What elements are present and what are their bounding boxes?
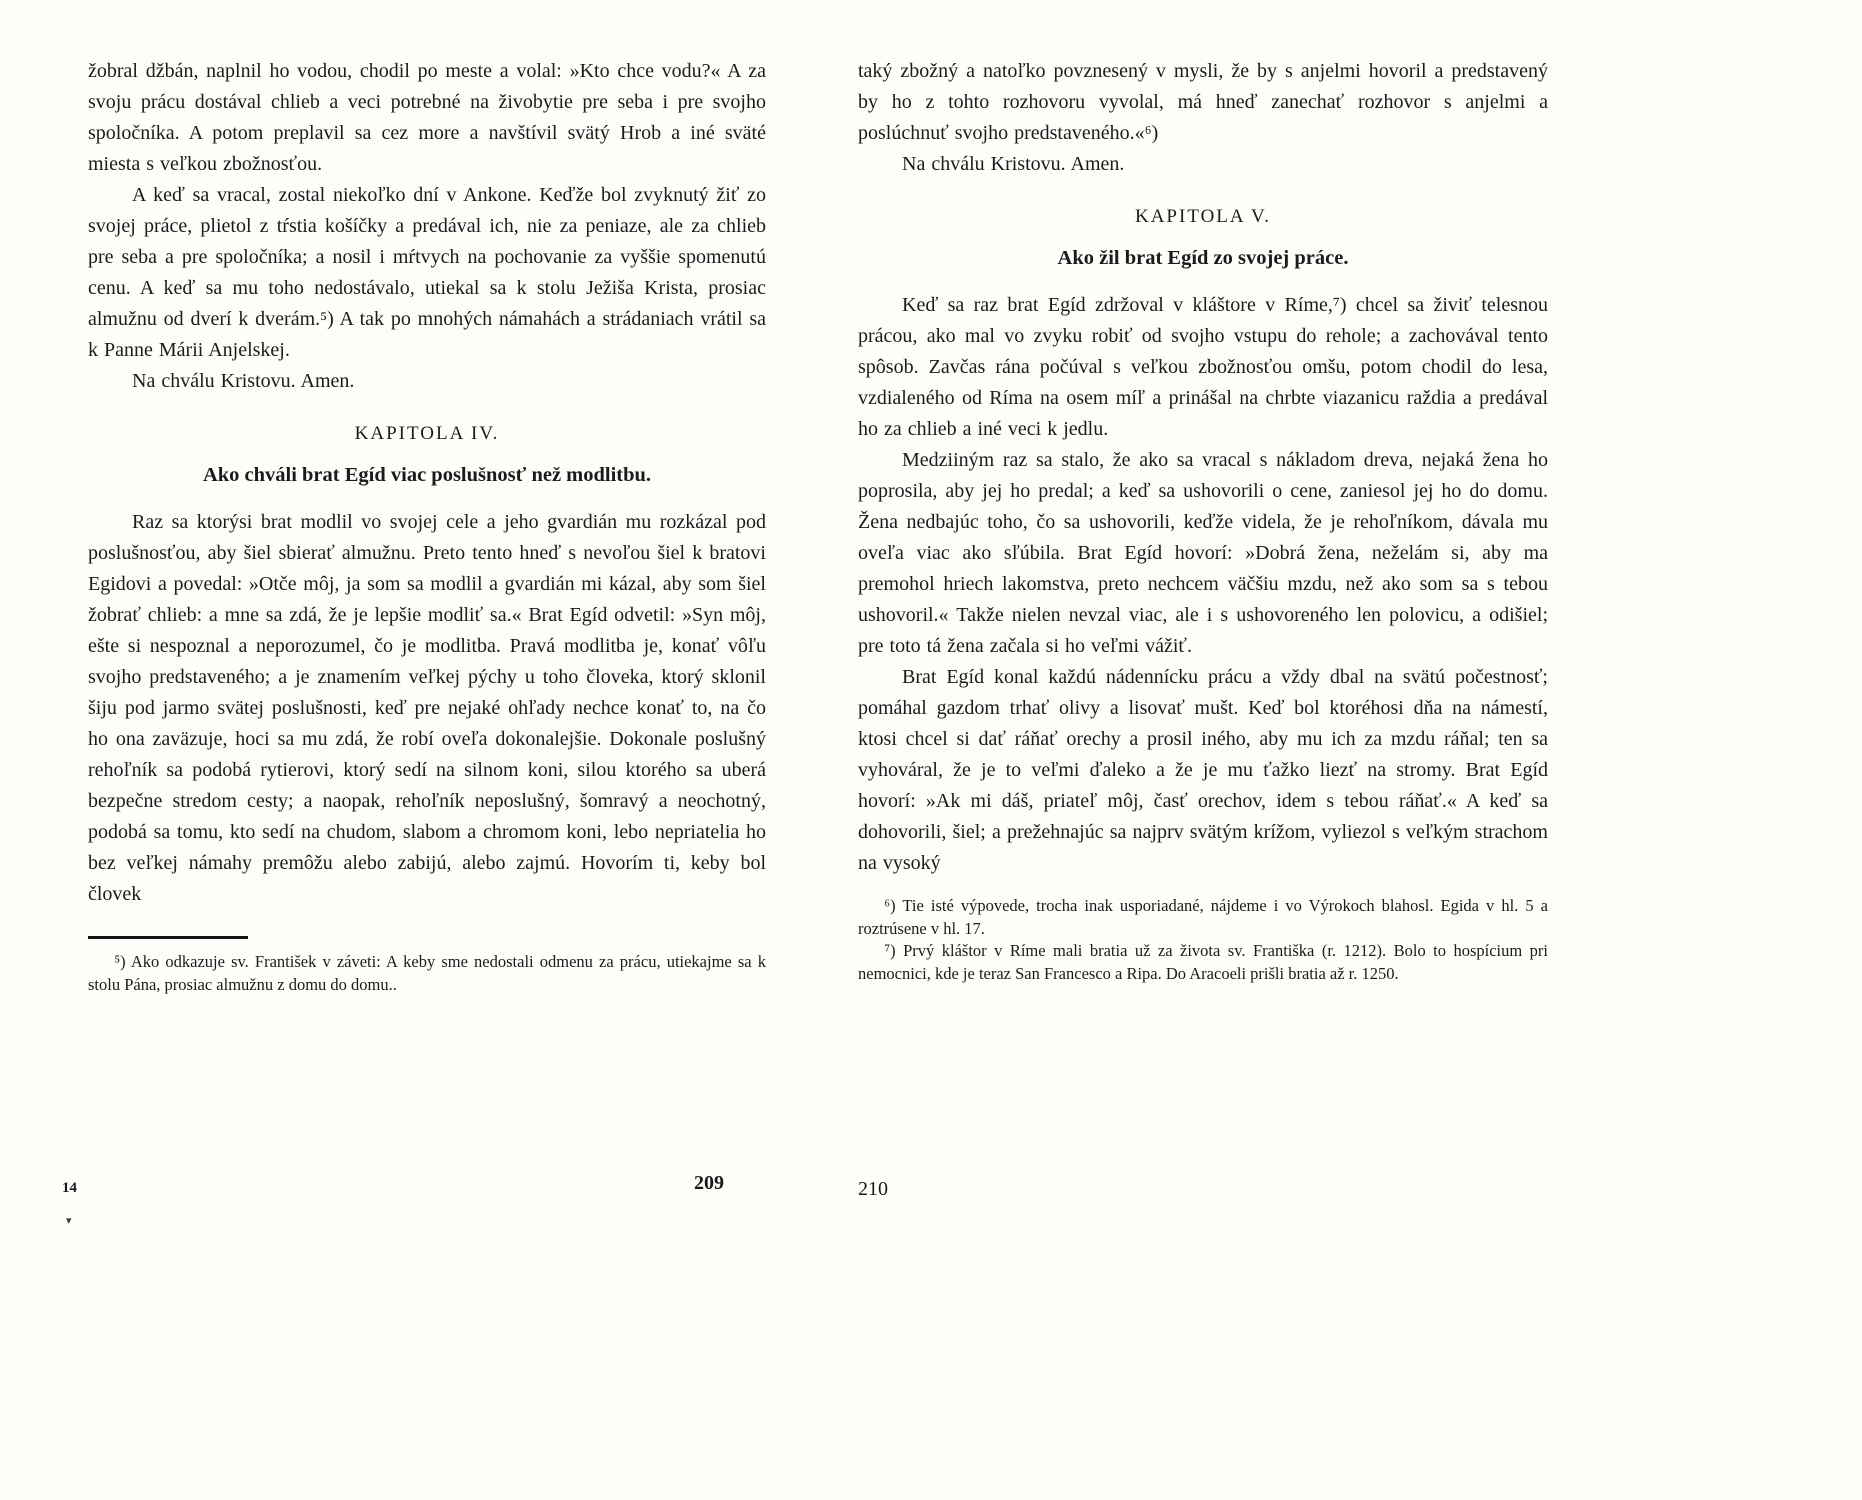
doxology-line: Na chválu Kristovu. Amen. [902,153,1125,175]
footnote: ⁵) Ako odkazuje sv. František v záveti: A keby sme nedostali odmenu za prácu, utiekajme sa k stolu Pána, prosiac almužnu z domu do domu.. [88,952,766,994]
chapter-title: Ako chváli brat Egíd viac poslušnosť než modlitbu. [202,464,652,486]
footnote: ⁷) Prvý kláštor v Ríme mali bratia už za života sv. Františka (r. 1212). Bolo to hospícium pri nemocnici, kde je teraz San Francesco a Ripa. Do Aracoeli prišli bratia až r. 1250. [858,941,1548,983]
paragraph: A keď sa vracal, zostal niekoľko dní v Ankone. Keďže bol zvyknutý žiť zo svojej práce, plietol z tŕstia košíčky a predával ich, nie za peniaze, ale za chlieb pre seba a pre spoločníka; a nosil i mŕtvych na pochovanie za vyššie spomenutú cenu. A keď sa mu toho nedostávalo, utiekal sa k stolu Ježiša Krista, prosiac almužnu od dverí k dverám.⁵) A tak po mnohých námahách a strádaniach vrátil sa k Panne Márii Anjelskej. [88,184,766,361]
page-number-right: 210 [858,1178,888,1200]
paragraph: Brat Egíd konal každú nádennícku prácu a vždy dbal na svätú počestnosť; pomáhal gazdom trhať olivy a lisovať mušt. Keď bol ktoréhosi dňa na námestí, ktosi chcel si dať ráňať orechy a prosil iného, aby mu ich za mzdu ráňal; ten sa vyhováral, že je to veľmi ďaleko a že je mu ťažko liezť na stromy. Brat Egíd hovorí: »Ak mi dáš, priateľ môj, časť orechov, idem s tebou ráňať.« A keď sa dohovorili, šiel; a prežehnajúc sa najprv svätým krížom, vyliezol s veľkým strachom na vysoký [858,666,1548,874]
chapter-heading: KAPITOLA IV. [354,423,500,444]
chapter-heading: KAPITOLA V. [1134,206,1272,227]
footnote-rule [88,936,248,939]
chapter-title: Ako žil brat Egíd zo svojej práce. [1057,247,1349,269]
footnote: ⁶) Tie isté výpovede, trocha inak usporiadané, nájdeme i vo Výrokoch blahosl. Egida v hl. 5 a roztrúsene v hl. 17. [858,896,1548,938]
left-page [88,56,766,996]
print-artifact-mark: ▾ [66,1215,72,1227]
paragraph: taký zbožný a natoľko povznesený v mysli, že by s anjelmi hovoril a predstavený by ho z tohto rozhovoru vyvolal, má hneď zanechať rozhovor s anjelmi a poslúchnuť svojho predstaveného.«⁶) [858,60,1548,144]
footnotes-block [88,951,766,996]
right-page [858,56,1548,985]
paragraph: Raz sa ktorýsi brat modlil vo svojej cele a jeho gvardián mu rozkázal pod poslušnosťou, aby šiel sbierať almužnu. Preto tento hneď s nevoľou šiel k bratovi Egidovi a povedal: »Otče môj, ja som sa modlil a gvardián mi kázal, aby som šiel žobrať chlieb: a mne sa zdá, že je lepšie modliť sa.« Brat Egíd odvetil: »Syn môj, ešte si nespoznal a neporozumel, čo je modlitba. Pravá modlitba je, konať vôľu svojho predstaveného; a je znamením veľkej pýchy u toho človeka, ktorý sklonil šiju pod jarmo svätej poslušnosti, keď pre nejaké ohľady nechce konať to, na čo ho ona zaväzuje, hoci sa mu zdá, že robí oveľa dokonalejšie. Dokonale poslušný rehoľník sa podobá rytierovi, ktorý sedí na silnom koni, silou ktorého sa uberá bezpečne stredom cesty; a naopak, rehoľník neposlušný, šomravý a neochotný, podobá sa tomu, kto sedí na chudom, slabom a chromom koni, lebo nepriatelia ho bez veľkej námahy premôžu alebo zabijú, alebo zajmú. Hovorím ti, keby bol človek [88,511,766,905]
doxology-line: Na chválu Kristovu. Amen. [132,370,355,392]
signature-mark: 14 [62,1180,77,1196]
paragraph: Keď sa raz brat Egíd zdržoval v kláštore v Ríme,⁷) chcel sa živiť telesnou prácou, ako mal vo zvyku robiť od svojho vstupu do rehole; a zachovával tento spôsob. Zavčas rána počúval s veľkou zbožnosťou omšu, potom chodil do lesa, vzdialeného od Ríma na osem míľ a prinášal na chrbte viazanicu raždia a predával ho za chlieb a iné veci k jedlu. [858,294,1548,440]
footnotes-block [858,895,1548,985]
paragraph: Medziiným raz sa stalo, že ako sa vracal s nákladom dreva, nejaká žena ho poprosila, aby jej ho predal; a keď sa ushovorili o cene, zaniesol jej ho do domu. Žena nedbajúc toho, čo sa ushovorili, keďže videla, že je rehoľníkom, dávala mu oveľa viac ako sľúbila. Brat Egíd hovorí: »Dobrá žena, neželám si, aby ma premohol hriech lakomstva, preto nechcem väčšiu mzdu, než ako som sa s tebou ushovoril.« Takže nielen nevzal viac, ale i s ushovoreného len polovicu, a odišiel; pre toto tá žena začala si ho veľmi vážiť. [858,449,1548,657]
page-number-left: 209 [694,1172,724,1194]
paragraph: žobral džbán, naplnil ho vodou, chodil po meste a volal: »Kto chce vodu?« A za svoju prácu dostával chlieb a veci potrebné na živobytie pre seba i pre svojho spoločníka. A potom preplavil sa cez more a navštívil svätý Hrob a iné sväté miesta s veľkou zbožnosťou. [88,60,766,175]
